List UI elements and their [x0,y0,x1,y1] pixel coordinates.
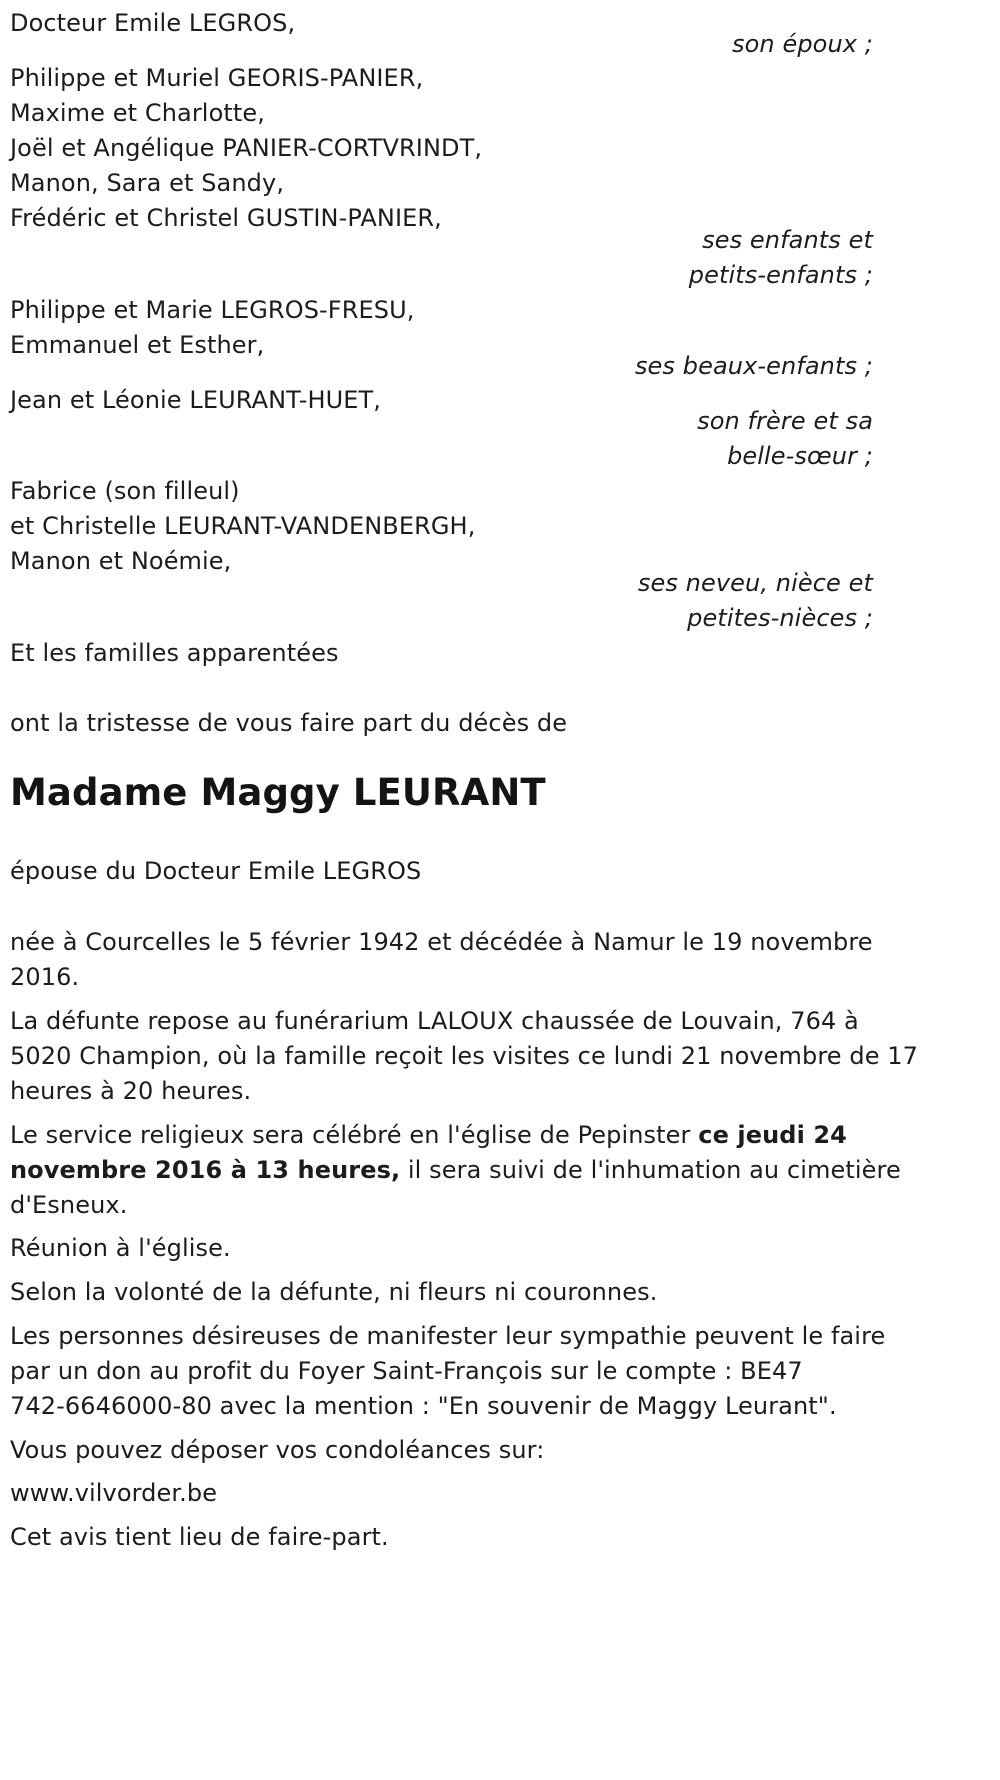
website-link[interactable]: www.vilvorder.be [10,1479,218,1507]
service-line [10,1118,847,1152]
service-date-bold: ce jeudi 24 [698,1121,847,1149]
donation-line: par un don au profit du Foyer Saint-François sur le compte : BE47 [10,1357,803,1385]
sibling-role: son frère et sa [697,407,873,435]
birth-death-line: 2016. [10,963,80,991]
child-line: Maxime et Charlotte, [10,99,265,127]
repose-line: 5020 Champion, où la famille reçoit les visites ce lundi 21 novembre de 17 [10,1042,919,1070]
meeting-line: Réunion à l'église. [10,1234,231,1262]
child-line: Frédéric et Christel GUSTIN-PANIER, [10,204,442,232]
children-role: petits-enfants ; [688,261,873,289]
children-role: ses enfants et [702,226,873,254]
nephews-role: ses neveu, nièce et [637,569,873,597]
service-line: d'Esneux. [10,1191,128,1219]
notice-line: Cet avis tient lieu de faire-part. [10,1523,389,1551]
stepchild-line: Emmanuel et Esther, [10,331,265,359]
repose-line: La défunte repose au funérarium LALOUX chaussée de Louvain, 764 à [10,1007,859,1035]
nephew-line: et Christelle LEURANT-VANDENBERGH, [10,512,476,540]
related-families: Et les familles apparentées [10,639,339,667]
stepchildren-role: ses beaux-enfants ; [634,352,873,380]
spouse-of: épouse du Docteur Emile LEGROS [10,857,422,885]
sibling-role: belle-sœur ; [727,442,873,470]
child-line: Joël et Angélique PANIER-CORTVRINDT, [10,134,483,162]
nephew-line: Fabrice (son filleul) [10,477,240,505]
stepchild-line: Philippe et Marie LEGROS-FRESU, [10,296,415,324]
service-prefix: Le service religieux sera célébré en l'église de Pepinster [10,1121,699,1149]
sibling-line: Jean et Léonie LEURANT-HUET, [10,386,382,414]
donation-line: 742-6646000-80 avec la mention : "En souvenir de Maggy Leurant". [10,1392,837,1420]
deceased-name: Madame Maggy LEURANT [10,771,546,814]
service-time-bold: novembre 2016 à 13 heures, [10,1156,401,1184]
repose-line: heures à 20 heures. [10,1077,252,1105]
flowers-line: Selon la volonté de la défunte, ni fleurs ni couronnes. [10,1278,658,1306]
child-line: Philippe et Muriel GEORIS-PANIER, [10,64,424,92]
nephew-line: Manon et Noémie, [10,547,232,575]
nephews-role: petites-nièces ; [687,604,873,632]
announcement-intro: ont la tristesse de vous faire part du décès de [10,709,568,737]
spouse-name: Docteur Emile LEGROS, [10,9,296,37]
birth-death-line: née à Courcelles le 5 février 1942 et décédée à Namur le 19 novembre [10,928,873,956]
service-line [10,1153,901,1187]
spouse-role: son époux ; [732,30,873,58]
service-suffix: il sera suivi de l'inhumation au cimetière [400,1156,901,1184]
condolences-line: Vous pouvez déposer vos condoléances sur: [10,1436,545,1464]
child-line: Manon, Sara et Sandy, [10,169,285,197]
donation-line: Les personnes désireuses de manifester leur sympathie peuvent le faire [10,1322,886,1350]
